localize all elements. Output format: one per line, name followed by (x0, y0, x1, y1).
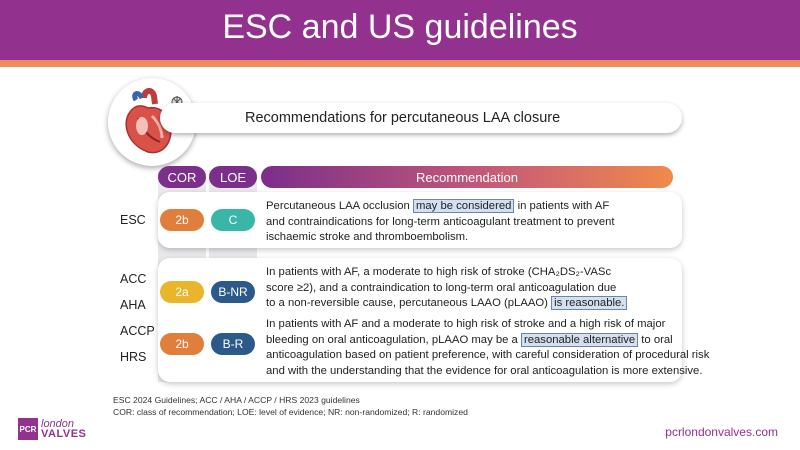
esc-rec-line3: ischaemic stroke and thromboembolism. (266, 231, 469, 243)
us-label-acc: ACC (120, 272, 147, 286)
pcr-logo-box: PCR (18, 418, 38, 440)
us-label-accp: ACCP (120, 324, 155, 338)
slide-title: ESC and US guidelines (222, 8, 578, 46)
us-rec1-highlight: is reasonable. (551, 296, 627, 310)
us-label-aha: AHA (120, 298, 146, 312)
us-rec2-loe-badge: B-R (211, 333, 255, 355)
pcr-london-valves-logo (18, 418, 86, 440)
logo-london-text: london (41, 418, 75, 430)
recommendation-header: Recommendation (261, 166, 673, 188)
esc-rec-line2: and contraindications for long-term anticoagulant treatment to prevent (266, 215, 615, 228)
esc-label: ESC (120, 213, 146, 227)
us-rec2-cor-badge: 2b (160, 333, 204, 355)
us-rec2-highlight: reasonable alternative (521, 333, 638, 347)
footnote-abbreviations: COR: class of recommendation; LOE: level of evidence; NR: non-randomized; R: randomized (113, 407, 468, 417)
cor-header: COR (158, 166, 206, 188)
esc-highlight: may be considered (413, 199, 514, 213)
slide-subtitle: Recommendations for percutaneous LAA closure (245, 110, 561, 126)
esc-loe-badge: C (211, 209, 255, 231)
esc-cor-badge: 2b (160, 209, 204, 231)
us-label-hrs: HRS (120, 350, 147, 364)
footnote-sources: ESC 2024 Guidelines; ACC / AHA / ACCP / HRS 2023 guidelines (113, 395, 360, 405)
us-recommendation-2: In patients with AF and a moderate to high risk of stroke and a high risk of major bleeding on oral anticoagulation, pLAAO may be a reasonable alternative to oral anticoagulation based on patient preference, with careful consideration of procedural risk and with the understanding that the evidence for oral anticoagulation is more extensive. (266, 318, 710, 377)
header-accent-stripe (0, 60, 800, 67)
us-recommendation-1: In patients with AF, a moderate to high risk of stroke (CHA₂DS₂-VASc score ≥2), and a contraindication to long-term oral anticoagulation due to a non-reversible cause, percutaneous LAAO (pLAAO) is reasonable. (266, 265, 627, 312)
us-rec1-cor-badge: 2a (160, 281, 204, 303)
esc-recommendation (266, 199, 615, 246)
us-rec1-loe-badge: B-NR (211, 281, 255, 303)
esc-rec-line1: Percutaneous LAA occlusion may be considered in patients with AF (266, 200, 610, 212)
loe-header: LOE (209, 166, 257, 188)
logo-valves-text: VALVES (41, 428, 87, 440)
website-link[interactable]: pcrlondonvalves.com (665, 425, 778, 439)
